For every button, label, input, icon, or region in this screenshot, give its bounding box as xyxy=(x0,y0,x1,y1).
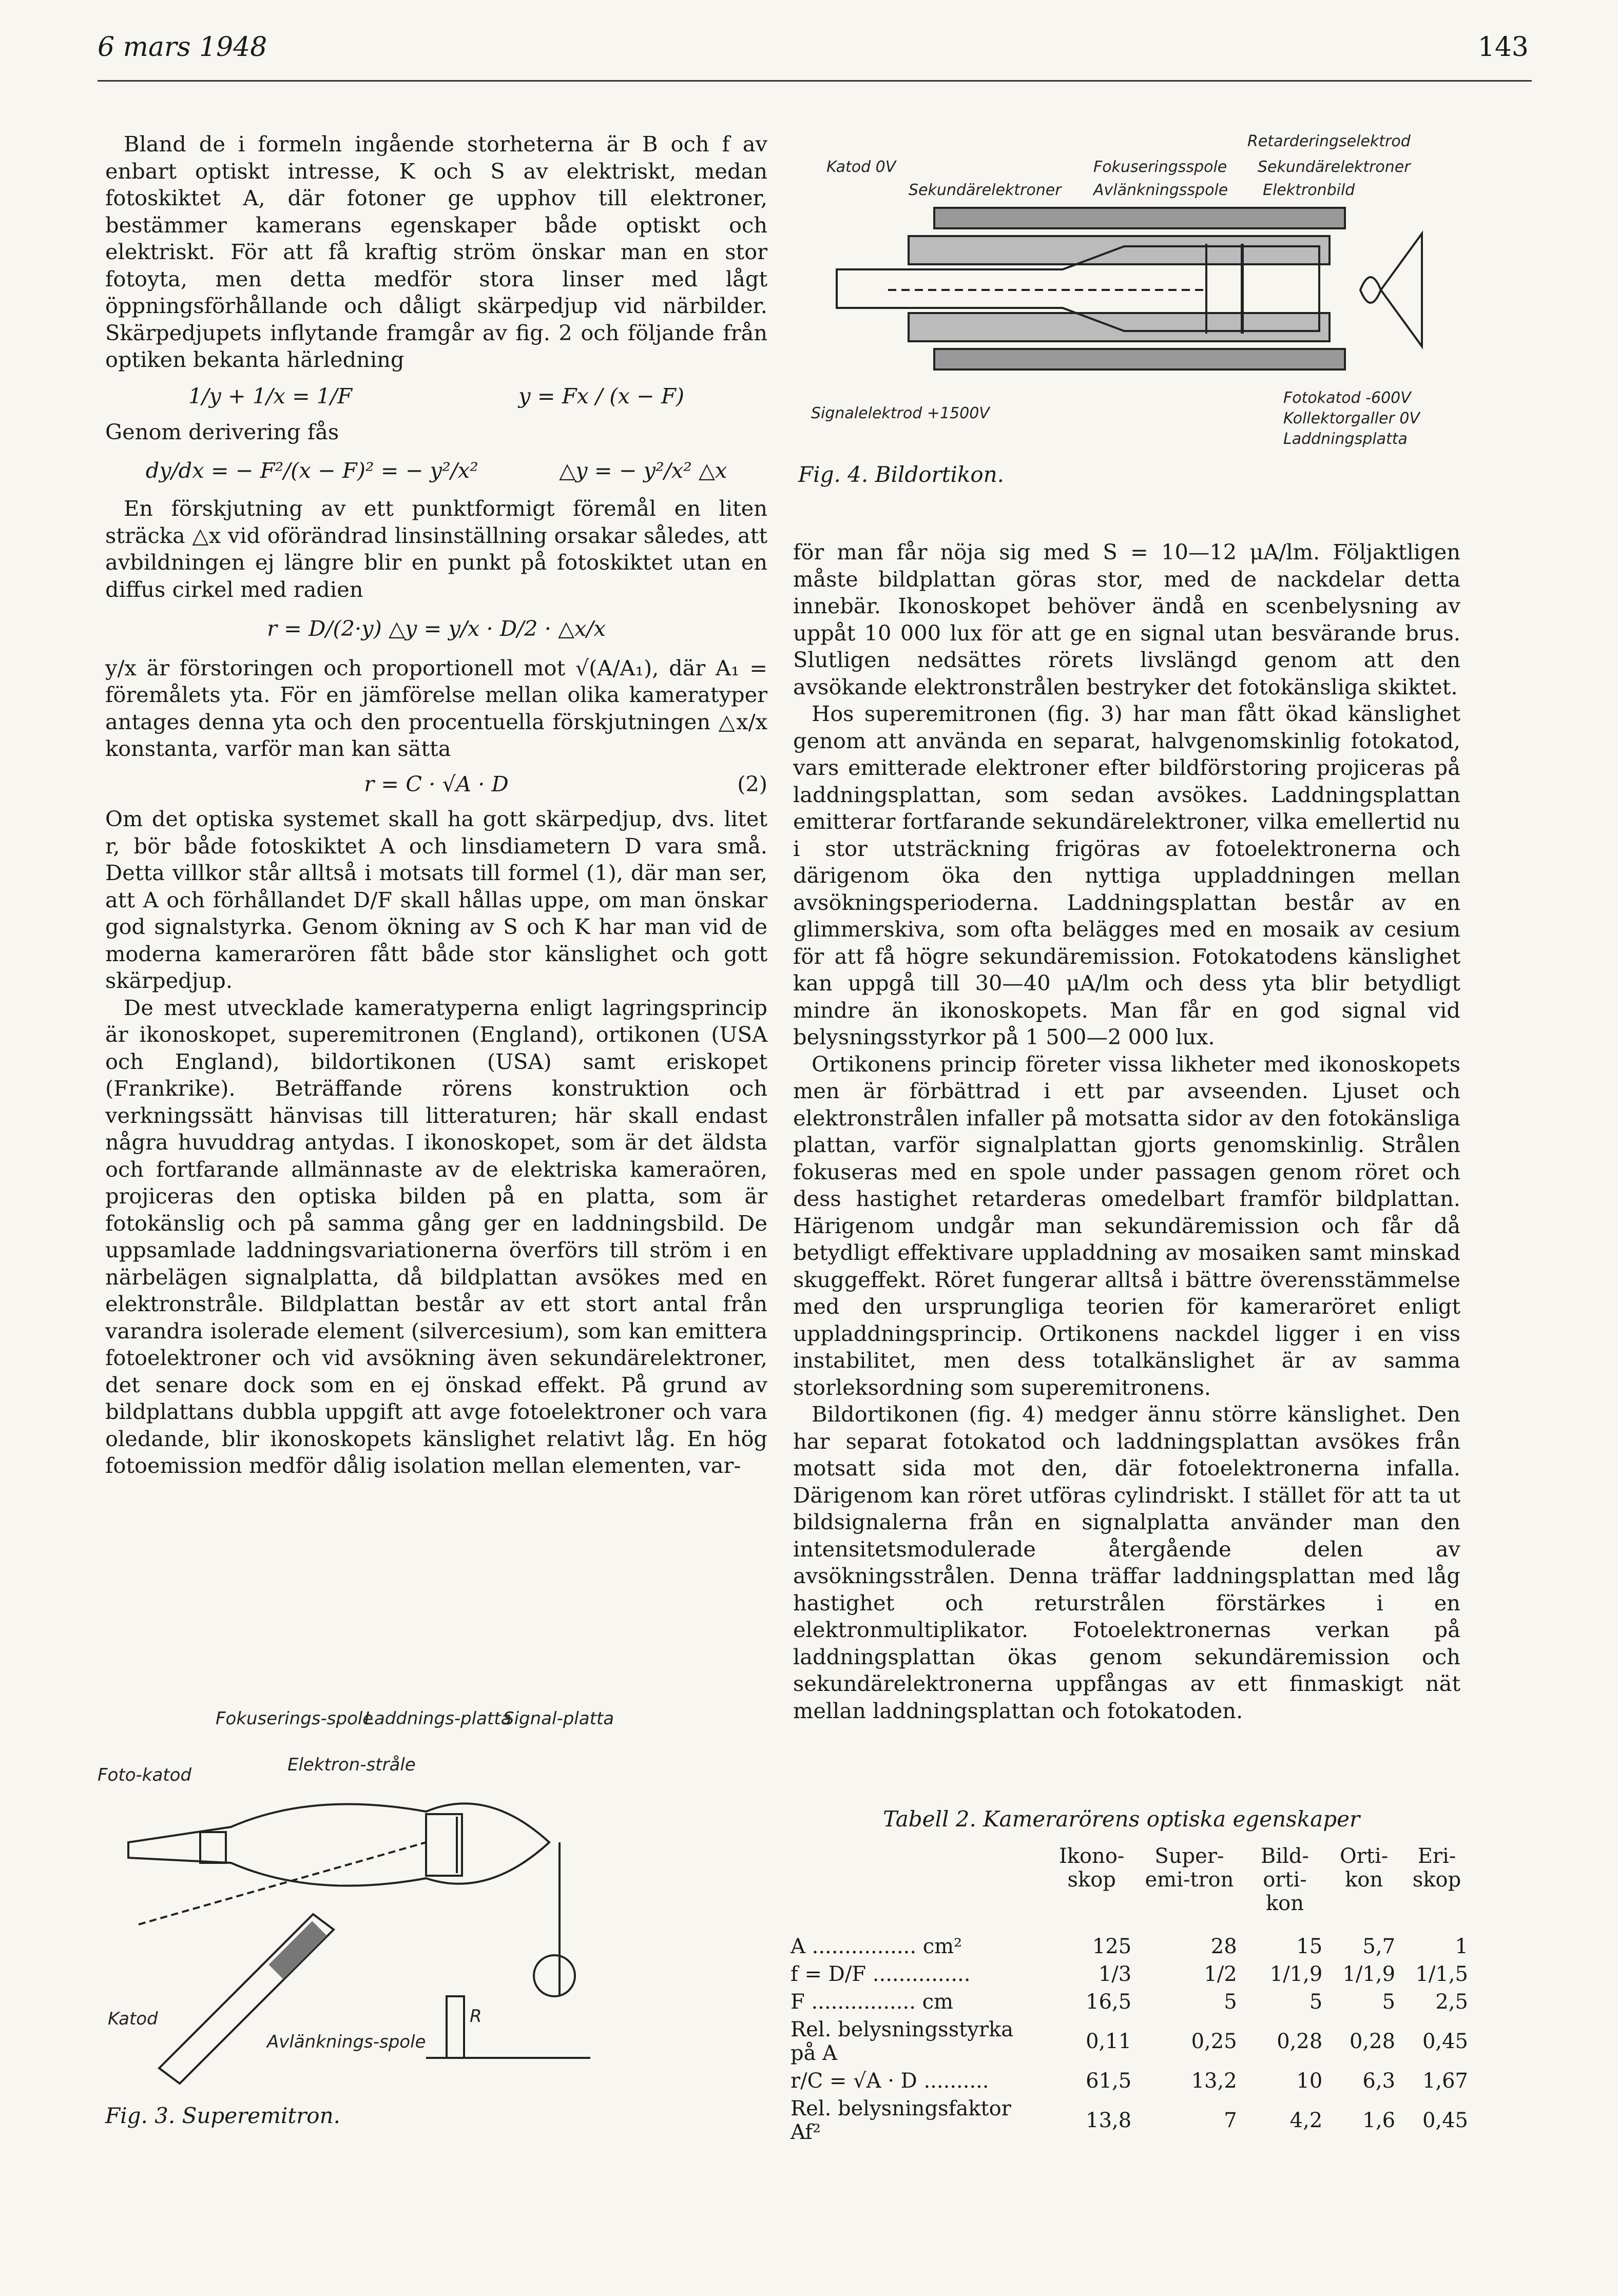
table-header: Eri-skop xyxy=(1412,1844,1461,1892)
table-row xyxy=(785,2016,1473,2067)
lens xyxy=(1360,277,1381,303)
label-elektronstrale: Elektron-stråle xyxy=(287,1755,416,1775)
cell: 13,8 xyxy=(1086,2109,1132,2132)
paragraph: för man får nöja sig med S = 10—12 μA/lm. Följaktligen måste bildplattan göras stor, med de nackdelar detta innebär. Ikonoskopet behöver ändå en scenbelysning av uppåt 10 000 lux för att ge en signal utan besvärande brus. Slutligen nedsättes rörets livslängd genom att den avsökande elektronstrålen bestryker det fotokänsliga skiktet. xyxy=(793,539,1460,699)
cell: 1 xyxy=(1455,1935,1468,1958)
table-row xyxy=(785,1917,1473,1960)
equation: 1/y + 1/x = 1/F xyxy=(188,383,353,408)
table-header-row xyxy=(785,1842,1473,1917)
cell: 125 xyxy=(1092,1935,1132,1958)
label-katod: Katod xyxy=(108,2009,158,2029)
fig3-superemitron-diagram xyxy=(98,1709,616,2119)
equation-number: (2) xyxy=(737,771,767,796)
cell: 5 xyxy=(1224,1990,1237,2014)
label-laddningsplatta: Laddningsplatta xyxy=(1283,430,1408,448)
label-elektronbild: Elektronbild xyxy=(1263,181,1355,199)
cell: 0,28 xyxy=(1277,2030,1323,2053)
table-title: Tabell 2. Kamerarörens optiska egenskaper xyxy=(883,1806,1360,1832)
table-header: Ikono-skop xyxy=(1058,1844,1125,1892)
cell: 0,45 xyxy=(1422,2030,1468,2053)
equation-2 xyxy=(105,771,767,798)
paragraph: Bildortikonen (fig. 4) medger ännu större känslighet. Den har separat fotokatod och laddningsplattan avsökes från motsatt sida mot den, där fotoelektronerna infalla. Därigenom kan röret utföras cylindriskt. I stället för att ta ut bildsignalerna från en signalplatta använder man den intensitetsmodulerade återgående delen av avsökningsstrålen. Denna träffar laddningsplattan med låg hastighet och returstrålen förstärkes i en elektronmultiplikator. Fotoelektronernas verkan på laddningsplattan ökas genom sekundäremission och sekundärelektronerna uppfångas av ett finmaskigt nät mellan laddningsplattan och fotokatoden. xyxy=(793,1402,1460,1723)
paragraph: Ortikonens princip företer vissa likheter med ikonoskopets men är förbättrad i ett par avseenden. Ljuset och elektronstrålen infaller på motsatta sidor av den fotokänsliga plattan, varför signalplattan gjorts genomskinlig. Strålen fokuseras med en spole under passagen genom röret och dess hastighet retarderas omedelbart framför bildplattan. Härigenom undgår man sekundäremission och får då betydligt effektivare uppladdning av mosaiken samt minskad skuggeffekt. Röret fungerar alltså i bättre överensstämmelse med den ursprungliga teorien för kameraröret enligt uppladdningsprincip. Ortikonens nackdel ligger i en viss instabilitet, men dess totalkänslighet är av samma storleksordning som superemitronens. xyxy=(793,1051,1460,1400)
cell: 0,28 xyxy=(1349,2030,1396,2053)
equation: y = Fx / (x − F) xyxy=(518,383,684,408)
amplifier-tube xyxy=(534,1955,575,1996)
cell: 5,7 xyxy=(1362,1935,1396,1958)
cell: 28 xyxy=(1210,1935,1237,1958)
paragraph: Hos superemitronen (fig. 3) har man fått ökad känslighet genom att använda en separat, halvgenomskinlig fotokatod, vars emitterade elektroner efter bildförstoring projiceras på laddningsplattan, som sedan avsökes. Laddningsplattan emitterar fortfarande sekundärelektroner, vilka emellertid nu i stor utsträckning frigöras av fotoelektronerna och därigenom öka den nyttiga uppladdningen mellan avsökningsperioderna. Laddningsplattan består av en glimmerskiva, som ofta belägges med en mosaik av cesium för att få högre sekundäremission. Fotokatodens känslighet kan uppgå till 30—40 μA/lm och dess yta blir betydligt mindre än ikonoskopets. Man får en god signal vid belysningsstyrkor på 1 500—2 000 lux. xyxy=(793,701,1460,1049)
cell: 4,2 xyxy=(1289,2109,1323,2132)
fig3-caption: Fig. 3. Superemitron. xyxy=(105,2103,340,2128)
table-header: Bild-orti-kon xyxy=(1260,1844,1309,1915)
fig4-bildortikon-diagram xyxy=(806,131,1504,464)
row-label: Rel. belysningsfaktor Af² xyxy=(791,2097,1011,2144)
label-laddningsplatta: Laddnings-platta xyxy=(364,1709,512,1729)
cell: 13,2 xyxy=(1191,2069,1237,2093)
left-column xyxy=(105,131,767,1480)
paragraph: Om det optiska systemet skall ha gott skärpedjup, dvs. litet r, bör både fotoskiktet A och linsdiametern D vara små. Detta villkor står alltså i motsats till formel (1), där man ser, att A och förhållandet D/F skall hållas uppe, om man önskar god signalstyrka. Genom ökning av S och K har man vid de moderna kamerarören fått både stor känslighet och gott skärpedjup. xyxy=(105,806,767,993)
cell: 5 xyxy=(1382,1990,1396,2014)
equation-derivative xyxy=(105,457,767,484)
paragraph: Genom derivering fås xyxy=(105,419,339,444)
table-header: Super-emi-tron xyxy=(1145,1844,1234,1892)
label-katod: Katod 0V xyxy=(826,158,896,176)
cell: 0,45 xyxy=(1422,2109,1468,2132)
row-label: r/C = √A · D .......... xyxy=(791,2069,989,2093)
cell: 1,6 xyxy=(1362,2109,1396,2132)
label-fokuseringsspole: Fokuseringsspole xyxy=(1093,158,1227,176)
row-label: f = D/F ............... xyxy=(791,1962,971,1986)
object-rays xyxy=(1381,234,1422,346)
table-row xyxy=(785,2067,1473,2095)
label-signalelektrod: Signalelektrod +1500V xyxy=(811,404,990,422)
table-row xyxy=(785,1988,1473,2016)
load-resistor xyxy=(447,1996,464,2058)
equation: r = D/(2·y) △y = y/x · D/2 · △x/x xyxy=(267,616,606,641)
focusing-coil-top xyxy=(934,208,1345,228)
cell: 1/1,9 xyxy=(1342,1962,1396,1986)
cell: 7 xyxy=(1224,2109,1237,2132)
cell: 0,11 xyxy=(1086,2030,1132,2053)
equation-lens xyxy=(105,383,767,410)
deflection-coil-top xyxy=(909,236,1330,264)
cell: 5 xyxy=(1309,1990,1323,2014)
cell: 10 xyxy=(1296,2069,1323,2093)
cell: 16,5 xyxy=(1086,1990,1132,2014)
label-avlankningsspole: Avlänkningsspole xyxy=(1093,181,1228,199)
right-column xyxy=(793,539,1460,1724)
row-label: A ................ cm² xyxy=(791,1935,962,1958)
table-row xyxy=(785,2095,1473,2146)
equation: △y = − y²/x² △x xyxy=(559,457,727,483)
row-label: F ................ cm xyxy=(791,1990,953,2014)
cell: 1/3 xyxy=(1098,1962,1132,1986)
tube-outline xyxy=(128,1803,549,1885)
running-date: 6 mars 1948 xyxy=(98,32,267,63)
cell: 1,67 xyxy=(1422,2069,1468,2093)
cell: 2,5 xyxy=(1435,1990,1468,2014)
cell: 61,5 xyxy=(1086,2069,1132,2093)
cell: 1/2 xyxy=(1204,1962,1237,1986)
header-rule xyxy=(98,80,1532,82)
cell: 0,25 xyxy=(1191,2030,1237,2053)
label-fotokatod: Foto-katod xyxy=(98,1765,191,1785)
cell: 15 xyxy=(1296,1935,1323,1958)
table-header: Orti-kon xyxy=(1340,1844,1389,1892)
cell: 6,3 xyxy=(1362,2069,1396,2093)
label-fokuseringsspole: Fokuserings-spole xyxy=(216,1709,374,1729)
label-sekundarelektroner-top: Sekundärelektroner xyxy=(1258,158,1411,176)
label-signalplatta: Signal-platta xyxy=(503,1709,614,1729)
paragraph: En förskjutning av ett punktformigt föremål en liten sträcka △x vid oförändrad linsinställning orsakar således, att avbildningen ej längre blir en punkt på fotoskiktet utan en diffus cirkel med radien xyxy=(105,496,767,602)
label-kollektorgaller: Kollektorgaller 0V xyxy=(1283,410,1420,427)
deflection-coil-bottom xyxy=(909,313,1330,341)
equation: dy/dx = − F²/(x − F)² = − y²/x² xyxy=(145,457,478,483)
optics-table xyxy=(785,1842,1473,2146)
paragraph: y/x är förstoringen och proportionell mot √(A/A₁), där A₁ = föremålets yta. För en jämförelse mellan olika kameratyper antages denna yta och den procentuella förskjutningen △x/x konstanta, varför man kan sätta xyxy=(105,655,767,761)
label-retarderingselektrod: Retarderingselektrod xyxy=(1247,132,1411,150)
paragraph: Bland de i formeln ingående storheterna är B och f av enbart optiskt intresse, K och S av elektriskt, medan fotoskiktet A, där fotoner ge upphov till elektroner, bestämmer kamerans egenskaper både optiskt och elektriskt. För att få kraftig ström önskar man en stor fotoyta, men detta medför stora linser med lågt öppningsförhållande och dåligt skärpedjup vid närbilder. Skärpedjupets inflytande framgår av fig. 2 och följande från optiken bekanta härledning xyxy=(105,131,767,372)
table-container xyxy=(785,1842,1473,2146)
equation: r = C · √A · D xyxy=(364,771,509,796)
label-avlankningsspole: Avlänknings-spole xyxy=(267,2032,426,2052)
fig4-caption: Fig. 4. Bildortikon. xyxy=(798,462,1005,487)
paragraph: De mest utvecklade kameratyperna enligt lagringsprincip är ikonoskopet, superemitronen (England), ortikonen (USA och England), bildortikonen (USA) samt eriskopet (Frankrike). Beträffande rörens konstruktion och verkningssätt hänvisas till litteraturen; här skall endast några huvuddrag antydas. I ikonoskopet, som är det äldsta och fortfarande allmännaste av de elektriska kameraören, projiceras den optiska bilden på en platta, som är fotokänslig och på samma gång ger en laddningsbild. De uppsamlade laddningsvariationerna överförs till ström i en närbelägen signalplatta, då bildplattan avsökes med en elektronstråle. Bildplattan består av ett stort antal från varandra isolerade element (silvercesium), som kan emittera fotoelektroner och vid avsökning även sekundärelektroner, det senare dock som en ej önskad effekt. På grund av bildplattans dubbla uppgift att avge fotoelektroner och vara oledande, blir ikonoskopets känslighet relativt låg. En hög fotoemission medför dålig isolation mellan elementen, var- xyxy=(105,995,767,1478)
table-header-blank xyxy=(785,1842,1047,1917)
photocathode-window xyxy=(200,1832,226,1863)
cell: 1/1,9 xyxy=(1269,1962,1323,1986)
row-label: Rel. belysningsstyrka på A xyxy=(791,2018,1014,2065)
focusing-coil-bottom xyxy=(934,349,1345,369)
page-number: 143 xyxy=(1477,32,1529,63)
table-row xyxy=(785,1960,1473,1988)
label-fotokatod: Fotokatod -600V xyxy=(1283,389,1411,407)
label-r: R xyxy=(470,2006,482,2027)
label-sekundarelektroner: Sekundärelektroner xyxy=(909,181,1062,199)
cell: 1/1,5 xyxy=(1415,1962,1468,1986)
